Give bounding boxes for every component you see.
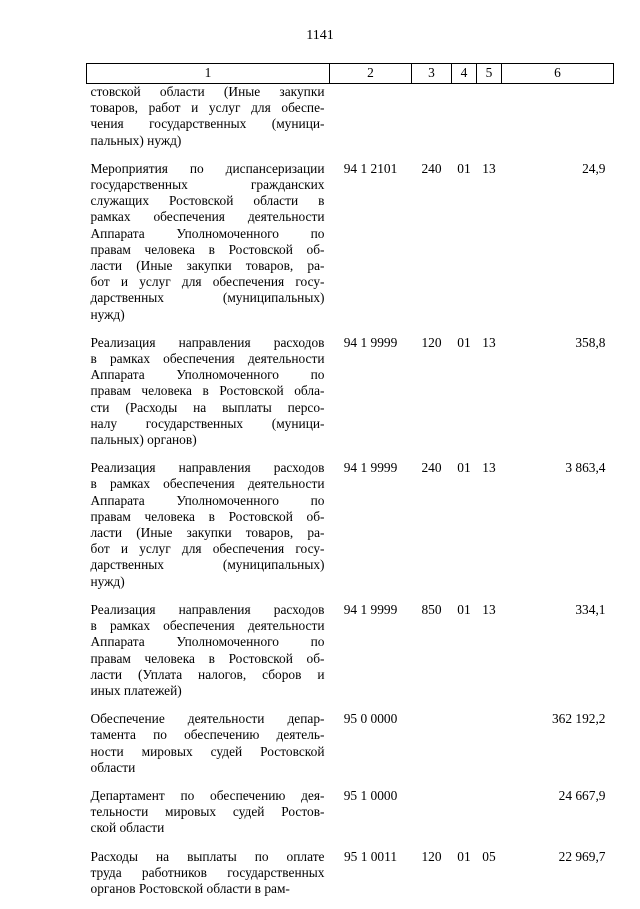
description-line: труда работников государственных [91, 865, 325, 881]
table-header [87, 64, 614, 84]
header-col-3: 3 [412, 64, 452, 84]
header-col-6: 6 [502, 64, 614, 84]
row-amount: 3 863,4 [502, 460, 614, 602]
description-line: рамках обеспечения деятельности [91, 209, 325, 225]
row-subsection: 13 [477, 335, 502, 460]
header-col-4: 4 [452, 64, 477, 84]
description-line: государственных гражданских [91, 177, 325, 193]
description-line: правам человека в Ростовской обла- [91, 383, 325, 399]
row-amount: 22 969,7 [502, 849, 614, 909]
description-line: тамента по обеспечению деятель- [91, 727, 325, 743]
description-line: в рамках обеспечения деятельности [91, 476, 325, 492]
table-body [87, 84, 614, 909]
description-line: тельности мировых судей Ростов- [91, 804, 325, 820]
row-target-code: 95 0 0000 [330, 711, 412, 788]
table-row [87, 161, 614, 335]
row-expense-type [412, 711, 452, 788]
table-row [87, 849, 614, 909]
row-target-code [330, 84, 412, 161]
description-line: нужд) [91, 574, 325, 590]
row-amount: 24,9 [502, 161, 614, 335]
page-number: 1141 [0, 28, 640, 44]
description-line: пальных) нужд) [91, 133, 325, 149]
description-line: Департамент по обеспечению дея- [91, 788, 325, 804]
row-amount: 334,1 [502, 602, 614, 711]
description-line: нужд) [91, 307, 325, 323]
row-target-code: 94 1 9999 [330, 602, 412, 711]
table-row [87, 84, 614, 161]
row-section: 01 [452, 602, 477, 711]
description-line: Мероприятия по диспансеризации [91, 161, 325, 177]
header-row [87, 64, 614, 84]
description-line: Реализация направления расходов [91, 602, 325, 618]
row-section: 01 [452, 335, 477, 460]
row-expense-type: 850 [412, 602, 452, 711]
row-amount: 362 192,2 [502, 711, 614, 788]
row-section [452, 788, 477, 849]
description-line: ласти (Иные закупки товаров, ра- [91, 525, 325, 541]
row-target-code: 95 1 0000 [330, 788, 412, 849]
row-description [87, 161, 330, 335]
table-row [87, 788, 614, 849]
header-col-2: 2 [330, 64, 412, 84]
description-line: Аппарата Уполномоченного по [91, 226, 325, 242]
row-target-code: 94 1 9999 [330, 460, 412, 602]
description-line: бот и услуг для обеспечения госу- [91, 274, 325, 290]
row-subsection: 05 [477, 849, 502, 909]
description-line: ласти (Иные закупки товаров, ра- [91, 258, 325, 274]
row-expense-type [412, 788, 452, 849]
description-line: ласти (Уплата налогов, сборов и [91, 667, 325, 683]
row-subsection: 13 [477, 161, 502, 335]
row-description [87, 849, 330, 909]
row-expense-type: 240 [412, 460, 452, 602]
row-amount: 358,8 [502, 335, 614, 460]
description-line: товаров, работ и услуг для обеспе- [91, 100, 325, 116]
row-subsection [477, 711, 502, 788]
description-line: ской области [91, 820, 325, 836]
description-line: иных платежей) [91, 683, 325, 699]
row-expense-type: 240 [412, 161, 452, 335]
description-line: сти (Расходы на выплаты персо- [91, 400, 325, 416]
description-line: Реализация направления расходов [91, 460, 325, 476]
description-line: области [91, 760, 325, 776]
row-section: 01 [452, 161, 477, 335]
description-line: служащих Ростовской области в [91, 193, 325, 209]
description-line: стовской области (Иные закупки [91, 84, 325, 100]
description-line: правам человека в Ростовской об- [91, 242, 325, 258]
row-subsection: 13 [477, 460, 502, 602]
row-expense-type: 120 [412, 335, 452, 460]
description-line: в рамках обеспечения деятельности [91, 618, 325, 634]
description-line: чения государственных (муници- [91, 116, 325, 132]
description-line: Аппарата Уполномоченного по [91, 493, 325, 509]
row-subsection: 13 [477, 602, 502, 711]
row-description [87, 788, 330, 849]
row-amount: 24 667,9 [502, 788, 614, 849]
description-line: правам человека в Ростовской об- [91, 509, 325, 525]
row-section [452, 711, 477, 788]
table-row [87, 460, 614, 602]
row-subsection [477, 788, 502, 849]
description-line: ности мировых судей Ростовской [91, 744, 325, 760]
description-line: Аппарата Уполномоченного по [91, 367, 325, 383]
row-target-code: 95 1 0011 [330, 849, 412, 909]
table-row [87, 711, 614, 788]
row-expense-type: 120 [412, 849, 452, 909]
description-line: правам человека в Ростовской об- [91, 651, 325, 667]
description-line: Аппарата Уполномоченного по [91, 634, 325, 650]
row-section: 01 [452, 460, 477, 602]
table-row [87, 602, 614, 711]
row-description [87, 602, 330, 711]
description-line: органов Ростовской области в рам- [91, 881, 325, 897]
description-line: пальных) органов) [91, 432, 325, 448]
row-section: 01 [452, 849, 477, 909]
budget-table [86, 63, 614, 909]
row-expense-type [412, 84, 452, 161]
description-line: налу государственных (муници- [91, 416, 325, 432]
description-line: Реализация направления расходов [91, 335, 325, 351]
table-row [87, 335, 614, 460]
row-description [87, 335, 330, 460]
description-line: дарственных (муниципальных) [91, 290, 325, 306]
description-line: в рамках обеспечения деятельности [91, 351, 325, 367]
row-description [87, 460, 330, 602]
row-description [87, 84, 330, 161]
row-target-code: 94 1 2101 [330, 161, 412, 335]
header-col-5: 5 [477, 64, 502, 84]
row-target-code: 94 1 9999 [330, 335, 412, 460]
description-line: дарственных (муниципальных) [91, 557, 325, 573]
description-line: Расходы на выплаты по оплате [91, 849, 325, 865]
row-amount [502, 84, 614, 161]
row-description [87, 711, 330, 788]
description-line: Обеспечение деятельности депар- [91, 711, 325, 727]
header-col-1: 1 [87, 64, 330, 84]
description-line: бот и услуг для обеспечения госу- [91, 541, 325, 557]
row-section [452, 84, 477, 161]
row-subsection [477, 84, 502, 161]
